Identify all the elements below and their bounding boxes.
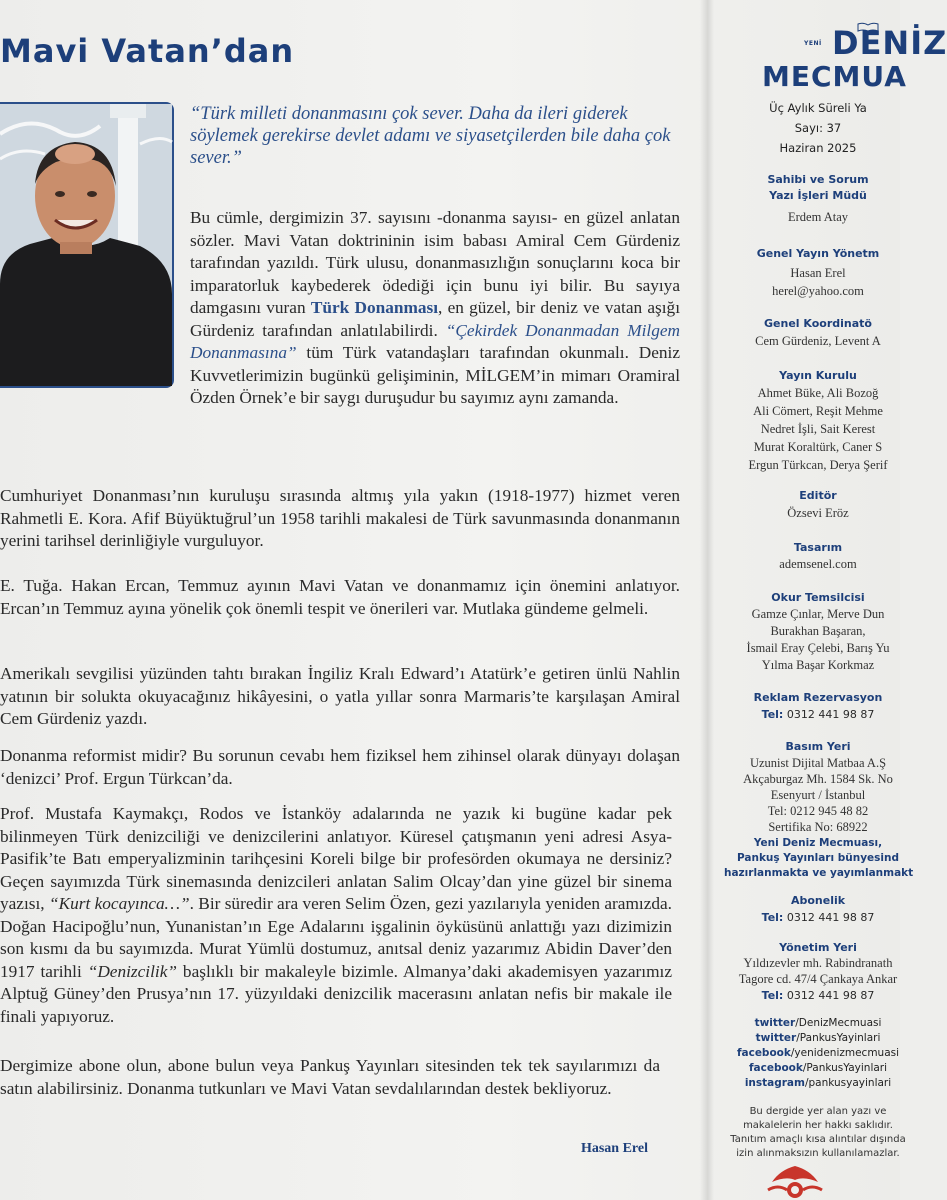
paragraph-6-italic-2: “Denizcilik” [87, 961, 177, 981]
management-phone-number: 0312 441 98 87 [783, 989, 875, 1002]
social-facebook-pankus-network: facebook [748, 1062, 803, 1074]
print-line-3: Esenyurt / İstanbul [770, 788, 866, 802]
reader-rep-line-2: Burakhan Başaran, [770, 624, 866, 638]
board-line-4: Murat Koraltürk, Caner S [753, 440, 883, 454]
paragraph-1-text-c: tüm Türk vatandaşları tarafından okunmalı. Deniz Kuvvetlerimizin bugünkü gelişiminin, MİLGEM’in mimarı Oramiral Özden Örnek’e bir saygı duruşudur bu sayımız aynı zamanda. [190, 343, 680, 407]
reader-rep-line-4: Yılma Başar Korkmaz [761, 658, 875, 672]
logo-mecmua: MECMUA [762, 60, 907, 93]
social-twitter-pankus[interactable] [724, 1031, 912, 1046]
article-title: Mavi Vatan’dan [0, 32, 295, 70]
print-line-4: Tel: 0212 945 48 82 [767, 804, 869, 818]
paragraph-6 [0, 803, 672, 1028]
copyright-note-2: makalelerin her hakkı saklıdır. [743, 1120, 893, 1131]
social-facebook-deniz[interactable] [724, 1046, 912, 1061]
design-link[interactable]: ademsenel.com [779, 557, 857, 571]
subscription-phone-number: 0312 441 98 87 [783, 911, 875, 924]
paragraph-1a [190, 207, 680, 410]
subscription-heading: Abonelik [790, 894, 846, 907]
author-signature: Hasan Erel [580, 1141, 648, 1156]
logo-yeni: YENİ [804, 40, 822, 47]
intro-quote: “Türk milleti donanmasını çok sever. Daha da ileri giderek söylemek gerekirse devlet adamı ve siyasetçilerden bile daha çok sever.” [190, 104, 671, 168]
ad-heading: Reklam Rezervasyon [753, 691, 883, 704]
paragraph-6-italic-1: “Kurt kocayınca…” [48, 894, 190, 913]
social-twitter-pankus-network: twitter [755, 1032, 797, 1044]
print-heading: Basım Yeri [785, 740, 851, 753]
management-phone-label: Tel: [761, 989, 784, 1002]
reader-rep-heading: Okur Temsilcisi [771, 591, 865, 604]
social-facebook-pankus-handle: /PankusYayinlari [802, 1062, 888, 1074]
management-line-1: Yıldızevler mh. Rabindranath [743, 956, 893, 970]
social-twitter-deniz-handle: /DenizMecmuasi [795, 1017, 882, 1029]
ad-phone [724, 707, 912, 722]
paragraph-4: Amerikalı sevgilisi yüzünden tahtı bırakan İngiliz Kralı Edward’ı Atatürk’e getiren ünlü Nahlin yatının bir solukta okuyacağınız hikâyesini, o yatla yıllar sonra Marmaris’te karşılaşan Amiral Cem Gürdeniz yazdı. [0, 664, 680, 728]
paragraph-6-text-a: Prof. Mustafa Kaymakçı, Rodos ve İstanköy adalarında ne yazık ki bugüne kadar pek bilinmeyen Türk denizciliği ve denizcilerini anlatıyor. Küresel çatışmanın yeni adresi Asya-Pasifik’te Batı emperyalizminin tarihçesini Koreli bilge bir profesörden okumaya ne dersiniz? Geçen sayımızda Türk sinemasında denizcileri anlatan Salim Olcay’dan yine güzel bir sinema yazısı, [0, 804, 672, 913]
paragraph-2: Cumhuriyet Donanması’nın kuruluşu sırasında altmış yıla yakın (1918-1977) hizmet veren Rahmetli E. Kora. Afif Büyüktuğrul’un 1958 tarihli makalesi de Türk savunmasında donanmanın yerini tarihsel derinliğiyle vurguluyor. [0, 486, 680, 550]
copyright-note-4: izin alınmaksızın kullanılamazlar. [736, 1148, 900, 1159]
gm-email-link[interactable]: herel@yahoo.com [772, 284, 864, 298]
logo-deniz: DENİZ [832, 24, 947, 62]
social-instagram-pankus[interactable] [724, 1076, 912, 1091]
management-line-2: Tagore cd. 47/4 Çankaya Ankar [738, 972, 898, 986]
paragraph-3: E. Tuğa. Hakan Ercan, Temmuz ayının Mavi Vatan ve donanmamız için önemini anlatıyor. Ercan’ın Temmuz ayına yönelik çok önemli tespit ve önerileri var. Mutlaka gündeme gelmeli. [0, 576, 680, 618]
print-line-5: Sertifika No: 68922 [768, 820, 868, 834]
publication-period: Üç Aylık Süreli Ya [769, 101, 867, 115]
reader-rep-line-1: Gamze Çınlar, Merve Dun [751, 607, 885, 621]
management-phone [724, 988, 912, 1003]
board-heading: Yayın Kurulu [779, 369, 857, 382]
board-line-2: Ali Cömert, Reşit Mehme [753, 404, 883, 418]
publisher-line-1: Yeni Deniz Mecmuası, [753, 837, 883, 849]
gm-name: Hasan Erel [790, 266, 846, 280]
management-heading: Yönetim Yeri [779, 941, 857, 954]
publisher-emblem-icon [760, 1160, 830, 1200]
print-line-2: Akçaburgaz Mh. 1584 Sk. No [743, 772, 893, 786]
social-twitter-deniz[interactable] [724, 1016, 912, 1031]
owner-heading-2: Yazı İşleri Müdü [769, 189, 867, 202]
social-facebook-deniz-handle: /yenidenizmecmuasi [790, 1047, 900, 1059]
subscription-phone-label: Tel: [761, 911, 784, 924]
social-twitter-deniz-network: twitter [754, 1017, 796, 1029]
author-portrait-image [0, 104, 172, 386]
editor-heading: Editör [799, 489, 837, 502]
subscription-phone [724, 910, 912, 925]
reader-rep-line-3: İsmail Eray Çelebi, Barış Yu [746, 641, 890, 655]
gm-heading: Genel Yayın Yönetm [756, 247, 880, 260]
owner-heading-1: Sahibi ve Sorum [767, 173, 869, 186]
publisher-line-2: Pankuş Yayınları bünyesind [736, 852, 900, 864]
author-photo [0, 102, 174, 388]
editor-name: Özsevi Eröz [787, 506, 849, 520]
owner-name: Erdem Atay [787, 210, 849, 224]
coordinator-heading: Genel Koordinatö [764, 317, 872, 330]
social-twitter-pankus-handle: /PankusYayinlari [796, 1032, 881, 1044]
board-line-1: Ahmet Büke, Ali Bozoğ [757, 386, 879, 400]
paragraph-1-text-a: Bu cümle, dergimizin 37. sayısını -donanma sayısı- en güzel anlatan sözler. Mavi Vatan doktrininin isim babası Amiral Cem Gürdeniz tarafından yazıldı. Türk ulusu, donanmasızlığın sonuçlarını koca bir imparatorluk kaybederek ödediği için bunu iyi bilir. Bu sayıya damgasını vuran [190, 208, 680, 317]
copyright-note-1: Bu dergide yer alan yazı ve [749, 1106, 887, 1117]
ad-phone-label: Tel: [761, 708, 784, 721]
issue-number: Sayı: 37 [794, 121, 842, 135]
social-instagram-pankus-handle: /pankusyayinlari [804, 1077, 892, 1089]
social-instagram-pankus-network: instagram [744, 1077, 805, 1089]
coordinator-names: Cem Gürdeniz, Levent A [755, 334, 881, 348]
board-line-5: Ergun Türkcan, Derya Şerif [748, 458, 888, 472]
paragraph-1-italic-title: “Çekirdek Donanmadan Milgem Donanmasına” [190, 320, 681, 362]
publisher-line-3: hazırlanmakta ve yayımlanmakt [724, 867, 914, 879]
highlight-turk-donanmasi: Türk Donanması [310, 298, 439, 317]
paragraph-6-text-c: başlıklı bir makaleyle bizimle. Almanya’daki akademisyen yazarımız Alptuğ Güney’den Prusya’nın 17. yüzyıldaki denizcilik macerasını anlatan nefis bir makale ile finali yapıyoruz. [0, 961, 672, 1026]
board-line-3: Nedret İşli, Sait Kerest [760, 422, 876, 436]
print-line-1: Uzunist Dijital Matbaa A.Ş [749, 756, 887, 770]
masthead-column [712, 0, 947, 1200]
paragraph-5: Donanma reformist midir? Bu sorunun cevabı hem fiziksel hem zihinsel olarak dünyayı dolaşan ‘denizci’ Prof. Ergun Türkcan’da. [0, 746, 680, 788]
design-heading: Tasarım [793, 541, 843, 554]
issue-date: Haziran 2025 [779, 141, 857, 155]
ad-phone-number: 0312 441 98 87 [783, 708, 875, 721]
paragraph-7: Dergimize abone olun, abone bulun veya Pankuş Yayınları sitesinden tek tek sayılarımızı da satın alabilirsiniz. Donanma tutkunları ve Mavi Vatan sevdalılarından destek bekliyoruz. [0, 1056, 660, 1098]
social-facebook-pankus[interactable] [724, 1061, 912, 1076]
copyright-note-3: Tanıtım amaçlı kısa alıntılar dışında [730, 1134, 906, 1145]
paragraph-1-text-b: , en güzel, bir deniz ve vatan aşığı Gürdeniz tarafından anlatılabilirdi. [190, 298, 680, 340]
paragraph-6-text-b: . Bir süredir ara veren Selim Özen, gezi yazılarıyla yeniden aramızda. Doğan Hacipoğlu’nun, Yunanistan’ın Ege Adalarını işgalinin öyküsünü anlattığı yazı dizimizin son kısmı da bu sayımızda. Murat Yümlü dostumuz, anıtsal deniz yazarımız Abidin Daver’den 1917 tarihli [0, 894, 672, 981]
social-facebook-deniz-network: facebook [736, 1047, 791, 1059]
